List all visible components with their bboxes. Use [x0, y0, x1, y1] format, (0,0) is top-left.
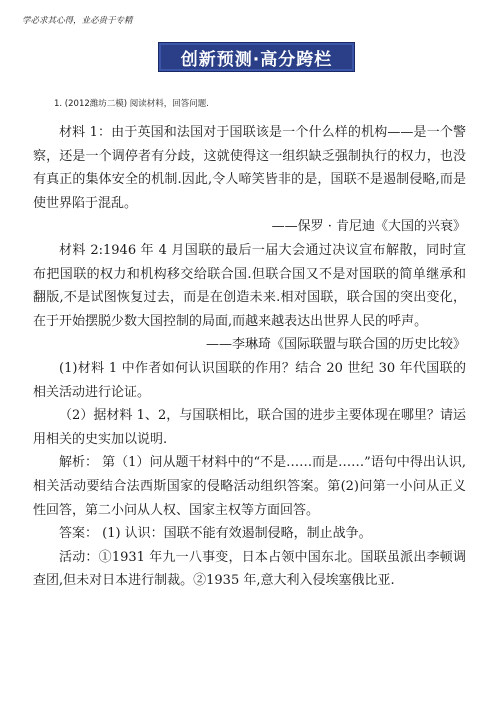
body-text — [33, 121, 466, 593]
material-1-paragraph: 材料 1：由于英国和法国对于国联该是一个什么样的机构——是一个警察，还是一个调停者有分歧，这就使得这一组织缺乏强制执行的权力，也没有真正的集体安全的机制.因此,令人啼笑皆非的是，国联不是遏制侵略,而是使世界陷于混乱。 — [33, 125, 466, 211]
page-header-motto: 学必求其心得，业必贵于专精 — [22, 16, 133, 26]
answer-paragraph: 答案： (1) 认识：国联不能有效遏制侵略，制止战争。 — [59, 526, 372, 542]
material-1-source: ——保罗 · 肯尼迪《大国的兴衰》 — [271, 219, 466, 235]
activity-paragraph: 活动：①1931 年九一八事变，日本占领中国东北。国联虽派出李顿调查团,但未对日本进行制裁。②1935 年,意大利入侵埃塞俄比亚. — [33, 549, 466, 589]
analysis-paragraph: 解析： 第（1）问从题干材料中的“不是……而是……”语句中得出认识,相关活动要结合法西斯国家的侵略活动组织答案。第(2)问第一小问从正义性回答，第二小问从人权、国家主权等方面回答。 — [33, 455, 466, 518]
question-1: (1)材料 1 中作者如何认识国联的作用？结合 20 世纪 30 年代国联的相关活动进行论证。 — [33, 360, 466, 400]
question-2: （2）据材料 1、2，与国联相比，联合国的进步主要体现在哪里？请运用相关的史实加以说明. — [33, 408, 466, 447]
material-2-paragraph: 材料 2:1946 年 4 月国联的最后一届大会通过决议宣布解散，同时宣布把国联的权力和机构移交给联合国.但联合国又不是对国联的简单继承和翻版,不是试图恢复过去，而是在创造未来.相对国联，联合国的突出变化，在于开始摆脱少数大国控制的局面,而越来越表达出世界人民的呼声。 — [33, 242, 466, 329]
question-intro: 1. (2012潍坊二模) 阅读材料，回答问题. — [54, 99, 209, 109]
material-2-source: ——李琳琦《国际联盟与联合国的历史比较》 — [205, 337, 466, 353]
section-banner: 创新预测·高分跨栏 — [158, 42, 355, 72]
